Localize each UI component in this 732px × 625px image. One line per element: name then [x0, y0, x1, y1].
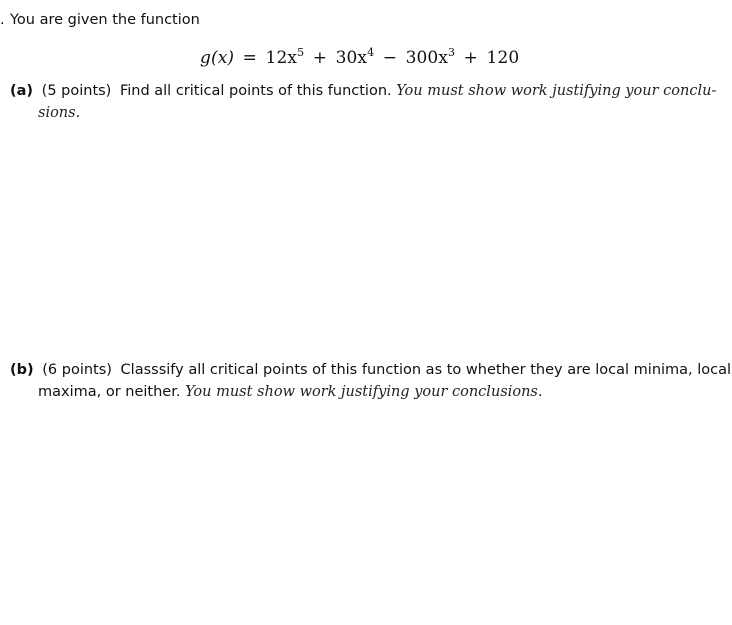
formula-equals: = [242, 48, 258, 68]
part-a-question [10, 83, 716, 99]
formula-lhs: g(x) [200, 48, 235, 68]
formula-minus: − [382, 48, 398, 68]
part-b-task-cont: maxima, or neither. [38, 384, 181, 400]
formula-constant: 120 [486, 48, 520, 68]
part-b-task: Classsify all critical points of this function as to whether they are local minima, local [120, 362, 732, 378]
part-b-question-cont [38, 384, 542, 400]
part-b-question [10, 362, 731, 378]
part-a-points: (5 points) [41, 83, 112, 99]
formula-term3: $300x^3$ [405, 46, 456, 68]
part-a-task: Find all critical points of this function. [119, 83, 392, 99]
part-b-instruction: You must show work justifying your conclusions. [185, 384, 543, 400]
part-b-label: (b) [10, 362, 34, 378]
item-bullet: . [0, 12, 5, 28]
formula-plus-2: + [463, 48, 479, 68]
function-formula [200, 48, 519, 68]
formula-term2: $30x^4$ [335, 46, 375, 68]
part-a-instruction: You must show work justifying your conclu- [396, 83, 717, 99]
part-b-points: (6 points) [42, 362, 112, 378]
part-a-label: (a) [10, 83, 34, 99]
formula-plus-1: + [312, 48, 328, 68]
intro-text [0, 12, 200, 28]
formula-term1: $12x^5$ [265, 46, 305, 68]
part-a-instruction-cont: sions. [38, 105, 81, 121]
intro-sentence: You are given the function [10, 12, 200, 28]
